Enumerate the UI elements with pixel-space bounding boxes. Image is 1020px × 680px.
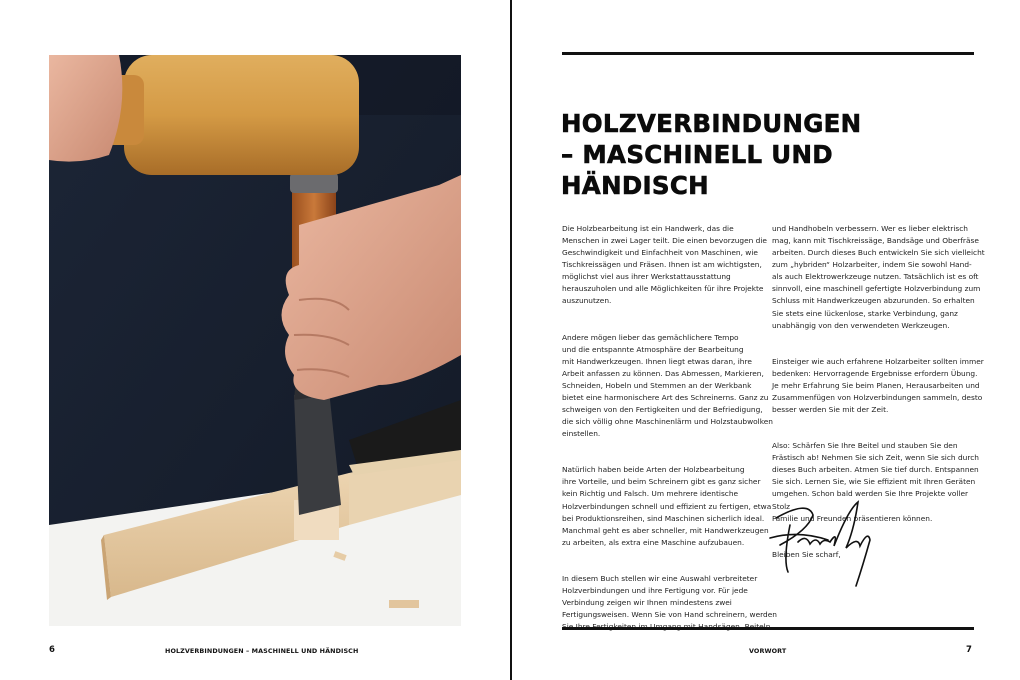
paragraph: Die Holzbearbeitung ist ein Handwerk, das die Menschen in zwei Lager teilt. Die einen bevorzugen die Geschwindigkeit und Einfachheit von Maschinen, wie Tischkreissägen und Fräsen. Ihnen ist am wichtigsten, möglichst viel aus ihrer Werkstattausstattung herauszuholen und alle Möglichkeiten für ihre Projekte auszunutzen. (562, 224, 767, 306)
paragraph: Natürlich haben beide Arten der Holzbearbeitung ihre Vorteile, und beim Schreinern gibt es ganz sicher kein Richtig und Falsch. Um mehrere identische Holzverbindungen schnell und effizient zu fertigen, etwa bei Produktionsreihen, sind Maschinen sicherlich ideal. Manchmal geht es aber schneller, mit Handwerkzeugen zu arbeiten, als extra eine Maschine aufzubauen. (562, 465, 772, 547)
page-number-right: 7 (966, 645, 972, 655)
running-head-right: VORWORT (749, 647, 787, 655)
photo-chisel-and-mallet (49, 55, 461, 626)
book-spine-divider (510, 0, 512, 680)
top-rule (562, 52, 974, 55)
bottom-rule (562, 627, 974, 630)
paragraph: Einsteiger wie auch erfahrene Holzarbeiter sollten immer bedenken: Hervorragende Ergebnisse erfordern Übung. Je mehr Erfahrung Sie beim Planen, Herausarbeiten und Zusammenfügen von Holzverbindungen sammeln, desto besser werden Sie mit der Zeit. (772, 356, 984, 414)
paragraph: und Handhobeln verbessern. Wer es lieber elektrisch mag, kann mit Tischkreissäge, Bandsäge und Oberfräse arbeiten. Durch dieses Buch entwickeln Sie sich vielleicht zum „hybriden“ Holzarbeiter, indem Sie sowohl Hand- als auch Elektrowerkzeuge nutzen. Tatsächlich ist es oft sinnvoll, eine maschinell gefertigte Holzverbindung zum Schluss mit Handwerkzeugen abzurunden. So erhalten Sie stets eine lückenlose, starke Verbindung, ganz unabhängig von den verwendeten Werkzeugen. (772, 224, 985, 330)
running-head-left: HOLZVERBINDUNGEN – MASCHINELL UND HÄNDISCH (165, 647, 359, 655)
paragraph: In diesem Buch stellen wir eine Auswahl verbreiteter Holzverbindungen und ihre Fertigung vor. Für jede Verbindung zeigen wir Ihnen mindestens zwei Fertigungsweisen. Wenn Sie von Hand schreinern, werden (562, 573, 777, 620)
body-column-1 (562, 211, 777, 657)
paragraph: Also: Schärfen Sie Ihre Beitel und stauben Sie den Frästisch ab! Nehmen Sie sich Zeit, wenn Sie sich durch dieses Buch arbeiten. Atmen Sie tief durch. Entspannen Sie sich. Lernen Sie, wie Sie effizient mit Ihren Geräten umgehen. Schon bald werden Sie Ihre Projekte voller Stolz Familie und Freunden präsentieren können. (772, 441, 979, 523)
paragraph: Andere mögen lieber das gemächlichere Tempo und die entspannte Atmosphäre der Bearbeitung mit Handwerkzeugen. Ihnen liegt etwas daran, ihre Arbeit anfassen zu können. Das Abmessen, Markieren, Schneiden, Hobeln und Stemmen an der Werkbank bietet eine harmonischere Art des Schreinerns. Ganz zu schweigen von den Fertigkeiten und der Befriedigung, die sich völlig ohne Maschinenlärm und Holzstaubwolken einstellen. (562, 332, 773, 439)
sign-off: Bleiben Sie scharf, (772, 549, 841, 559)
handwritten-signature (768, 500, 883, 590)
page-number-left: 6 (49, 645, 55, 655)
chapter-title: HOLZVERBINDUNGEN – MASCHINELL UND HÄNDISCH (561, 109, 862, 200)
